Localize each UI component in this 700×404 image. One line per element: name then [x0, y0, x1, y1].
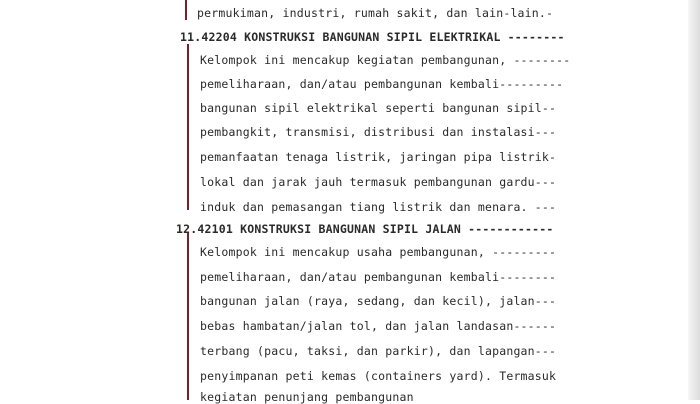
margin-bar-intro — [185, 0, 187, 20]
section-text-line: lokal dan jarak jauh termasuk pembangunan gardu--- — [200, 175, 557, 189]
section-text-line: Kelompok ini mencakup usaha pembangunan, --------- — [200, 245, 557, 259]
section-text-line: pemeliharaan, dan/atau pembangunan kembali-------- — [200, 270, 557, 284]
section-text-line: induk dan pemasangan tiang listrik dan menara. --- — [200, 200, 557, 214]
section-text-line: bebas hambatan/jalan tol, dan jalan landasan------ — [200, 319, 557, 333]
section-text-line: bangunan jalan (raya, sedang, dan kecil), jalan--- — [200, 294, 557, 308]
section-text-line: terbang (pacu, taksi, dan parkir), dan lapangan--- — [200, 344, 557, 358]
page-edge-shadow — [688, 0, 700, 400]
section-text-line: pembangkit, transmisi, distribusi dan instalasi--- — [200, 125, 557, 139]
section-heading: 12.42101 KONSTRUKSI BANGUNAN SIPIL JALAN ------------ — [176, 222, 554, 236]
section-text-line: pemanfaatan tenaga listrik, jaringan pipa listrik- — [200, 150, 557, 164]
section-text-line: kegiatan penunjang pembangunan — [200, 390, 414, 404]
margin-bar-section-1 — [187, 44, 189, 210]
margin-bar-section-2 — [187, 232, 189, 400]
section-text-line: Kelompok ini mencakup kegiatan pembangunan, -------- — [200, 53, 571, 67]
intro-line: permukiman, industri, rumah sakit, dan lain-lain.- — [197, 6, 554, 20]
section-text-line: pemeliharaan, dan/atau pembangunan kembali--------- — [200, 77, 564, 91]
section-text-line: bangunan sipil elektrikal seperti bangunan sipil-- — [200, 101, 557, 115]
section-text-line: penyimpanan peti kemas (containers yard). Termasuk — [200, 369, 557, 383]
section-heading: 11.42204 KONSTRUKSI BANGUNAN SIPIL ELEKTRIKAL -------- — [180, 30, 565, 44]
